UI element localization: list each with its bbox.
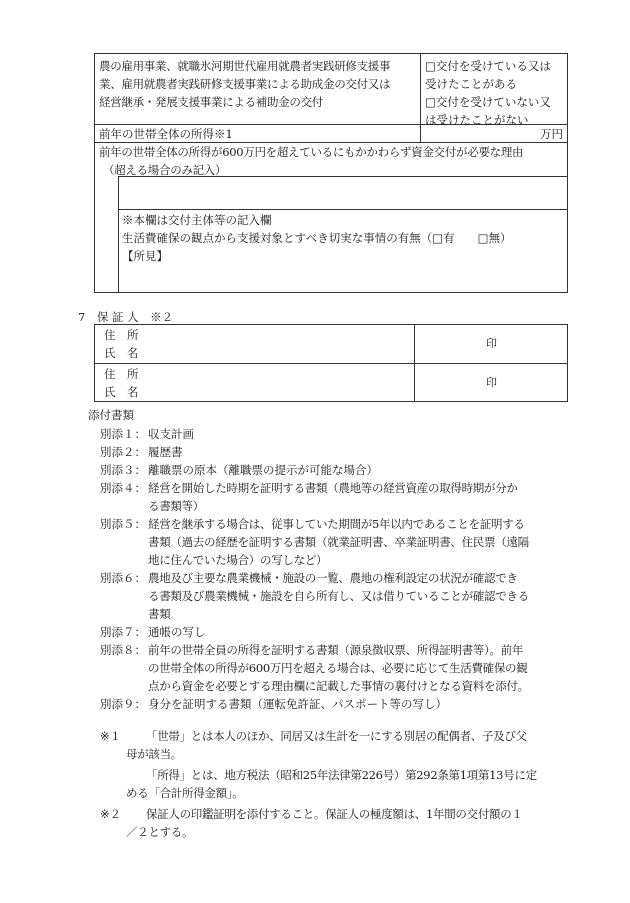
note-mark: ※２ xyxy=(100,807,122,821)
attachment-text xyxy=(148,425,194,443)
seal-mark: 印 xyxy=(486,337,497,350)
attachment-label: 別添５： xyxy=(100,517,146,531)
checkbox-option-text: は受けたことがない xyxy=(425,113,529,127)
attachment-text xyxy=(148,623,206,641)
attachment-line: る書類等） xyxy=(148,499,204,513)
subsidy-line: 業、雇用就農者実践研修支援事業による助成金の交付又は xyxy=(99,77,391,91)
attachment-label: 別添７： xyxy=(100,625,146,639)
reason-box-divider xyxy=(118,209,568,210)
attachment-line: 前年の世帯全員の所得を証明する書類（源泉徴収票、所得証明書等）。前年 xyxy=(148,643,524,657)
attachment-line: 履歴書 xyxy=(148,445,183,459)
name-label: 氏 名 xyxy=(104,346,139,360)
attachment-line: の世帯全体の所得が600万円を超える場合は、必要に応じて生活費確保の観 xyxy=(148,661,528,675)
attachment-line: 農地及び主要な農業機械・施設の一覧、農地の権利設定の状況が確認でき xyxy=(148,571,518,585)
note-text xyxy=(126,805,523,841)
reason-box-left-edge xyxy=(118,176,119,292)
seal-mark: 印 xyxy=(486,376,497,389)
checkbox-option-not-received[interactable]: □交付を受けていない又 xyxy=(425,95,551,109)
official-use-title: ※本欄は交付主体等の記入欄 xyxy=(122,213,272,227)
checkbox-option-text: 受けたことがある xyxy=(425,77,517,91)
subsidy-description xyxy=(99,57,419,111)
attachment-label: 別添６： xyxy=(100,571,146,585)
note-text xyxy=(126,766,537,802)
attachment-text xyxy=(148,479,518,515)
opinion-label: 【所見】 xyxy=(122,249,168,263)
row-divider xyxy=(94,363,568,364)
column-divider xyxy=(414,324,415,402)
note-line: 「所得」とは、地方税法（昭和25年法律第226号）第292条第1項第13号に定 xyxy=(146,768,537,782)
reason-line: （超える場合のみ記入） xyxy=(103,163,227,177)
attachment-line: 経営を継承する場合は、従事していた期間が5年以内であることを証明する xyxy=(148,517,525,531)
note-line: める「合計所得金額」。 xyxy=(126,786,244,800)
guarantor-row-1 xyxy=(104,326,139,362)
guarantor-heading: 7 保 証 人 ※２ xyxy=(78,310,174,324)
attachment-text xyxy=(148,569,529,623)
note-line: 「世帯」とは本人のほか、同居又は生計を一にする別居の配偶者、子及び父 xyxy=(146,729,527,743)
note-mark: ※１ xyxy=(100,729,122,743)
name-label: 氏 名 xyxy=(104,385,139,399)
attachment-text xyxy=(148,695,447,713)
attachment-line: 点から資金を必要とする理由欄に記載した事情の裏付けとなる資料を添付。 xyxy=(148,679,529,693)
reason-input-area[interactable] xyxy=(122,180,562,206)
subsidy-line: 経営継承・発展支援事業による補助金の交付 xyxy=(99,95,323,109)
subsidy-status-options xyxy=(425,57,565,129)
attachment-label: 別添２： xyxy=(100,445,146,459)
attachment-text xyxy=(148,461,378,479)
attachment-label: 別添４： xyxy=(100,481,146,495)
attachment-line: 地に住んでいた場合）の写しなど） xyxy=(148,553,328,567)
official-use-section xyxy=(122,211,512,265)
reason-heading xyxy=(99,143,523,179)
attachment-label: 別添３： xyxy=(100,463,146,477)
attachment-text xyxy=(148,641,529,695)
official-use-question: 生活費確保の観点から支援対象とすべき切実な事情の有無（□有 □無） xyxy=(122,231,512,245)
attachment-label: 別添９： xyxy=(100,697,146,711)
income-unit: 万円 xyxy=(540,127,563,141)
address-label: 住 所 xyxy=(104,328,139,342)
attachment-line: 収支計画 xyxy=(148,427,194,441)
attachment-label: 別添１： xyxy=(100,427,146,441)
attachment-label: 別添８： xyxy=(100,643,146,657)
subsidy-line: 農の雇用事業、就職氷河期世代雇用就農者実践研修支援事 xyxy=(99,59,391,73)
note-line: 母が該当。 xyxy=(126,747,182,761)
attachment-line: 通帳の写し xyxy=(148,625,206,639)
attachment-line: 離職票の原本（離職票の提示が可能な場合） xyxy=(148,463,378,477)
note-text xyxy=(126,727,527,763)
checkbox-option-received[interactable]: □交付を受けている又は xyxy=(425,59,551,73)
attachment-text xyxy=(148,443,183,461)
attachment-line: 身分を証明する書類（運転免許証、パスポート等の写し） xyxy=(148,697,447,711)
income-label: 前年の世帯全体の所得※1 xyxy=(99,127,233,141)
note-line: ／２とする。 xyxy=(126,825,194,839)
attachment-line: 書類 xyxy=(148,607,171,621)
guarantor-row-2 xyxy=(104,365,139,401)
column-divider xyxy=(420,53,421,142)
address-label: 住 所 xyxy=(104,367,139,381)
attachments-heading: 添付書類 xyxy=(88,408,134,422)
attachment-text xyxy=(148,515,529,569)
attachment-line: 経営を開始した時期を証明する書類（農地等の経営資産の取得時期が分か xyxy=(148,481,518,495)
note-line: 保証人の印鑑証明を添付すること。保証人の極度額は、1年間の交付額の１ xyxy=(146,807,523,821)
attachment-line: る書類及び農業機械・施設を自ら所有し、又は借りていることが確認できる xyxy=(148,589,529,603)
attachment-line: 書類（過去の経歴を証明する書類（就業証明書、卒業証明書、住民票（遠隔 xyxy=(148,535,529,549)
reason-line: 前年の世帯全体の所得が600万円を超えているにもかかわらず資金交付が必要な理由 xyxy=(99,145,524,159)
